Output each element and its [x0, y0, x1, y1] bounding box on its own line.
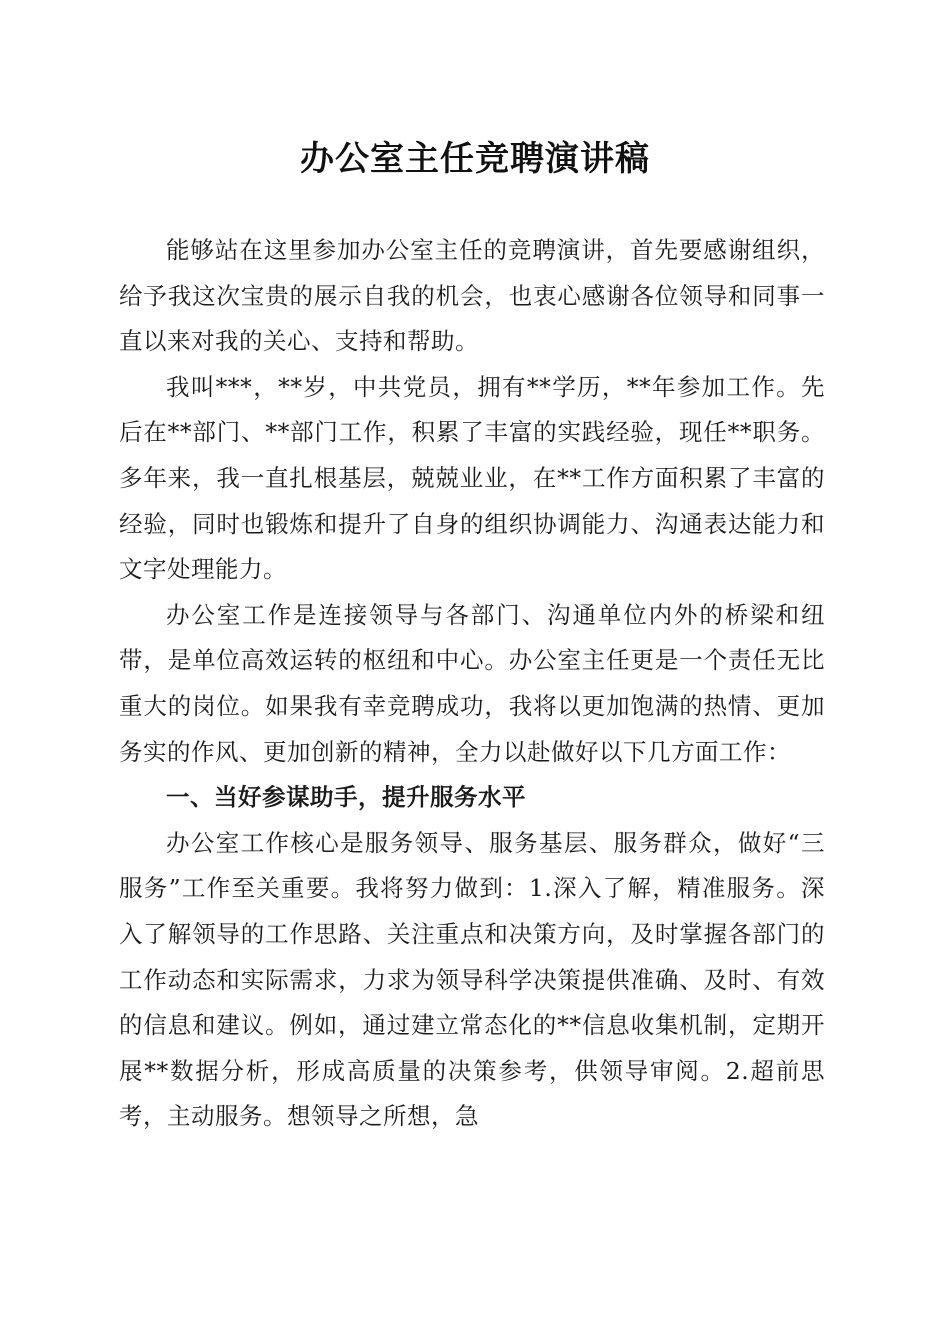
- paragraph-self-introduction: 我叫***，**岁，中共党员，拥有**学历，**年参加工作。先后在**部门、**部门工作，积累了丰富的实践经验，现任**职务。多年来，我一直扎根基层，兢兢业业，在**工作方面积累了丰富的经验，同时也锻炼和提升了自身的组织协调能力、沟通表达能力和文字处理能力。: [119, 372, 825, 584]
- document-title: 办公室主任竞聘演讲稿: [300, 139, 650, 179]
- paragraph-office-role: 办公室工作是连接领导与各部门、沟通单位内外的桥梁和纽带，是单位高效运转的枢纽和中心。办公室主任更是一个责任无比重大的岗位。如果我有幸竞聘成功，我将以更加饱满的热情、更加务实的作风、更加创新的精神，全力以赴做好以下几方面工作：: [119, 600, 825, 766]
- paragraph-section-1: 办公室工作核心是服务领导、服务基层、服务群众，做好“三服务”工作至关重要。我将努力做到：1.深入了解，精准服务。深入了解领导的工作思路、关注重点和决策方向，及时掌握各部门的工作动态和实际需求，力求为领导科学决策提供准确、及时、有效的信息和建议。例如，通过建立常态化的**信息收集机制，定期开展**数据分析，形成高质量的决策参考，供领导审阅。2.超前思考，主动服务。想领导之所想，急: [119, 828, 825, 1131]
- document-body: [119, 228, 825, 1140]
- paragraph-intro: 能够站在这里参加办公室主任的竞聘演讲，首先要感谢组织，给予我这次宝贵的展示自我的机会，也衷心感谢各位领导和同事一直以来对我的关心、支持和帮助。: [119, 236, 825, 356]
- section-heading-1: 一、当好参谋助手，提升服务水平: [166, 783, 526, 812]
